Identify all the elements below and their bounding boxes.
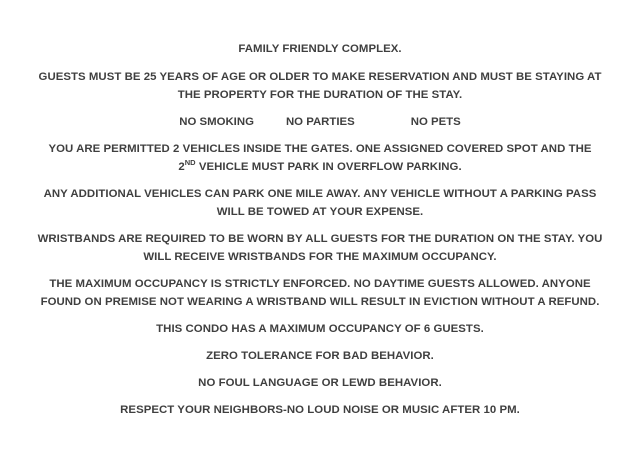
no-foul-language-line: NO FOUL LANGUAGE OR LEWD BEHAVIOR. — [198, 377, 442, 389]
wristbands-line-2: WILL RECEIVE WRISTBANDS FOR THE MAXIMUM OCCUPANCY. — [143, 251, 497, 263]
vehicles-line-1: YOU ARE PERMITTED 2 VEHICLES INSIDE THE GATES. ONE ASSIGNED COVERED SPOT AND THE — [48, 143, 592, 155]
rule-no-pets: NO PETS — [410, 116, 461, 128]
additional-vehicles-line-1: ANY ADDITIONAL VEHICLES CAN PARK ONE MILE AWAY. ANY VEHICLE WITHOUT A PARKING PASS — [43, 188, 597, 200]
document-title: FAMILY FRIENDLY COMPLEX. — [238, 43, 402, 55]
max-occupancy-line: THIS CONDO HAS A MAXIMUM OCCUPANCY OF 6 GUESTS. — [156, 323, 484, 335]
additional-vehicles-line-2: WILL BE TOWED AT YOUR EXPENSE. — [216, 206, 424, 218]
additional-vehicles-paragraph — [0, 185, 640, 221]
age-rule-line-2: THE PROPERTY FOR THE DURATION OF THE STAY. — [177, 89, 463, 101]
respect-neighbors-line: RESPECT YOUR NEIGHBORS-NO LOUD NOISE OR MUSIC AFTER 10 PM. — [120, 404, 520, 416]
vehicles-ordinal-number: 2 — [178, 161, 185, 173]
vehicles-ordinal-suffix: ND — [184, 158, 196, 167]
prohibitions-row — [0, 113, 640, 131]
vehicles-line-2-text: VEHICLE MUST PARK IN OVERFLOW PARKING. — [195, 161, 462, 173]
age-rule-line-1: GUESTS MUST BE 25 YEARS OF AGE OR OLDER TO MAKE RESERVATION AND MUST BE STAYING AT — [38, 71, 602, 83]
occupancy-enforced-paragraph — [0, 275, 640, 311]
vehicles-line-2 — [0, 158, 640, 176]
zero-tolerance-line: ZERO TOLERANCE FOR BAD BEHAVIOR. — [206, 350, 434, 362]
rule-no-parties: NO PARTIES — [285, 116, 355, 128]
rule-no-smoking: NO SMOKING — [179, 116, 254, 128]
wristbands-line-1: WRISTBANDS ARE REQUIRED TO BE WORN BY ALL GUESTS FOR THE DURATION ON THE STAY. YOU — [37, 233, 603, 245]
wristbands-paragraph — [0, 230, 640, 266]
occupancy-enforced-line-1: THE MAXIMUM OCCUPANCY IS STRICTLY ENFORCED. NO DAYTIME GUESTS ALLOWED. ANYONE — [49, 278, 591, 290]
age-rule-paragraph — [0, 68, 640, 104]
occupancy-enforced-line-2: FOUND ON PREMISE NOT WEARING A WRISTBAND WILL RESULT IN EVICTION WITHOUT A REFUND. — [40, 296, 600, 308]
vehicles-paragraph — [0, 140, 640, 176]
